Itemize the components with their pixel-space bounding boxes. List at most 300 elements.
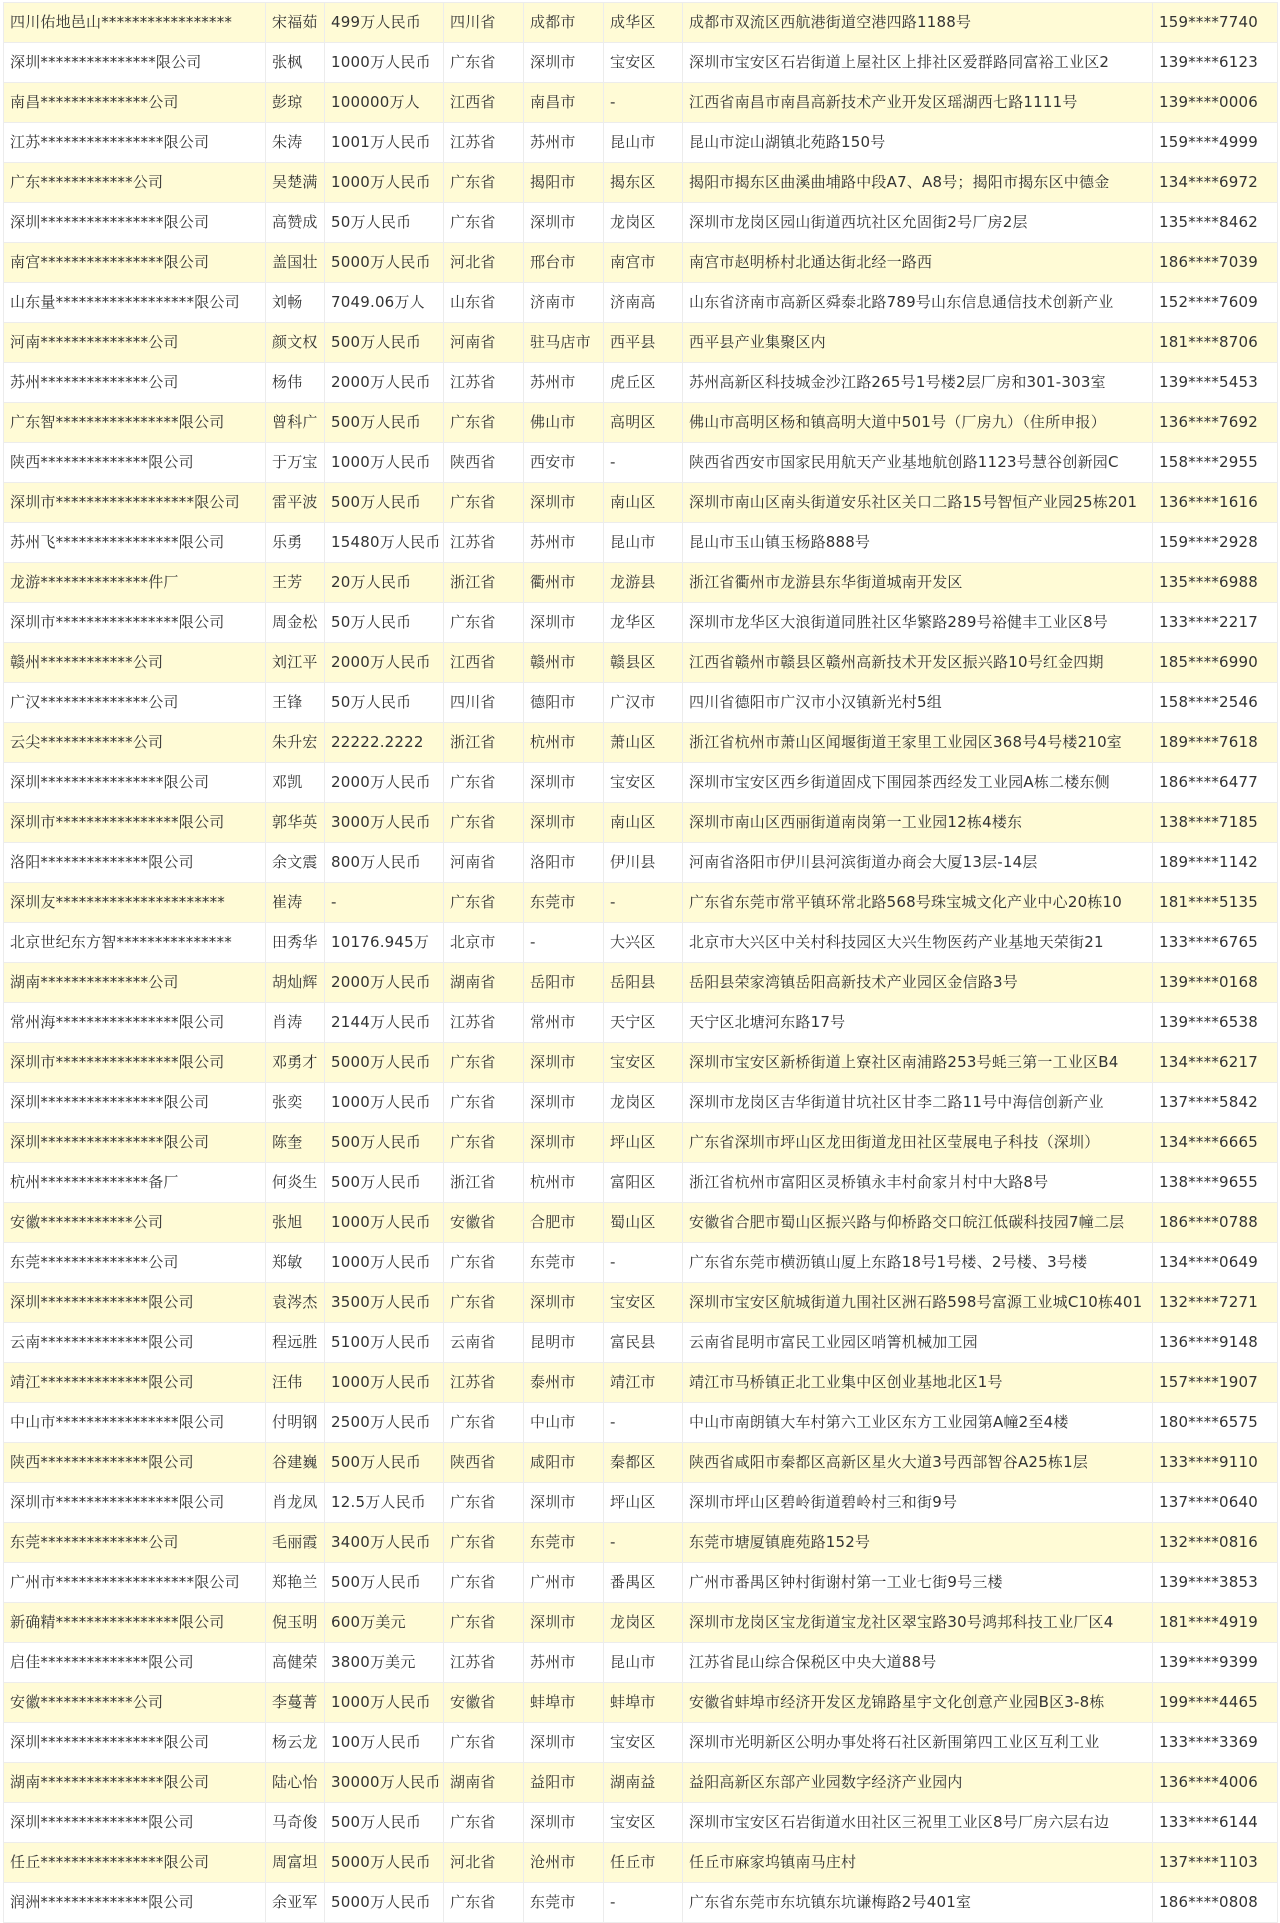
table-row [4, 643, 1278, 683]
cell-city: 沧州市 [524, 1843, 604, 1883]
cell-capital: 1000万人民币 [325, 1363, 444, 1403]
cell-address: 江苏省昆山综合保税区中央大道88号 [683, 1643, 1153, 1683]
cell-company: 东莞**************公司 [4, 1523, 266, 1563]
table-row [4, 1723, 1278, 1763]
table-row [4, 203, 1278, 243]
cell-address: 深圳市龙岗区宝龙街道宝龙社区翠宝路30号鸿邦科技工业厂区4 [683, 1603, 1153, 1643]
cell-address: 深圳市宝安区新桥街道上寮社区南浦路253号蚝三第一工业区B4 [683, 1043, 1153, 1083]
cell-district: 宝安区 [604, 763, 683, 803]
cell-district: 大兴区 [604, 923, 683, 963]
cell-phone: 152****7609 [1153, 283, 1278, 323]
table-row [4, 123, 1278, 163]
cell-province: 浙江省 [444, 563, 524, 603]
cell-capital: 1000万人民币 [325, 1683, 444, 1723]
cell-province: 江苏省 [444, 1643, 524, 1683]
cell-company: 深圳市****************限公司 [4, 603, 266, 643]
cell-capital: 500万人民币 [325, 1123, 444, 1163]
cell-contact: 刘畅 [266, 283, 325, 323]
cell-phone: 138****9655 [1153, 1163, 1278, 1203]
cell-district: 成华区 [604, 3, 683, 43]
cell-district: 富民县 [604, 1323, 683, 1363]
cell-company: 洛阳**************限公司 [4, 843, 266, 883]
cell-contact: 彭琼 [266, 83, 325, 123]
cell-contact: 余文震 [266, 843, 325, 883]
cell-capital: 3400万人民币 [325, 1523, 444, 1563]
table-row [4, 963, 1278, 1003]
table-body [4, 3, 1278, 1923]
cell-contact: 朱涛 [266, 123, 325, 163]
cell-company: 靖江**************限公司 [4, 1363, 266, 1403]
cell-district: 富阳区 [604, 1163, 683, 1203]
cell-district: 赣县区 [604, 643, 683, 683]
cell-company: 陕西**************限公司 [4, 1443, 266, 1483]
cell-capital: 2000万人民币 [325, 963, 444, 1003]
cell-capital: 15480万人民币 [325, 523, 444, 563]
cell-city: 赣州市 [524, 643, 604, 683]
cell-company: 云尖************公司 [4, 723, 266, 763]
cell-province: 广东省 [444, 1883, 524, 1923]
cell-district: - [604, 83, 683, 123]
cell-district: - [604, 883, 683, 923]
cell-district: 坪山区 [604, 1123, 683, 1163]
table-row [4, 1403, 1278, 1443]
cell-address: 河南省洛阳市伊川县河滨街道办商会大厦13层-14层 [683, 843, 1153, 883]
cell-district: 靖江市 [604, 1363, 683, 1403]
cell-capital: 50万人民币 [325, 603, 444, 643]
cell-city: 岳阳市 [524, 963, 604, 1003]
cell-address: 中山市南朗镇大车村第六工业区东方工业园第A幢2至4楼 [683, 1403, 1153, 1443]
cell-district: 岳阳县 [604, 963, 683, 1003]
cell-city: 合肥市 [524, 1203, 604, 1243]
table-row [4, 683, 1278, 723]
cell-contact: 付明钢 [266, 1403, 325, 1443]
cell-address: 揭阳市揭东区曲溪曲埔路中段A7、A8号；揭阳市揭东区中德金 [683, 163, 1153, 203]
cell-city: 咸阳市 [524, 1443, 604, 1483]
table-row [4, 1163, 1278, 1203]
cell-district: 南山区 [604, 483, 683, 523]
cell-phone: 134****0649 [1153, 1243, 1278, 1283]
cell-district: 虎丘区 [604, 363, 683, 403]
cell-address: 深圳市南山区南头街道安乐社区关口二路15号智恒产业园25栋201 [683, 483, 1153, 523]
cell-capital: 500万人民币 [325, 323, 444, 363]
company-table [3, 2, 1278, 1923]
cell-district: 昆山市 [604, 523, 683, 563]
cell-address: 深圳市宝安区航城街道九围社区洲石路598号富源工业城C10栋401 [683, 1283, 1153, 1323]
cell-company: 深圳****************限公司 [4, 1723, 266, 1763]
cell-company: 深圳**************限公司 [4, 1283, 266, 1323]
cell-city: 德阳市 [524, 683, 604, 723]
cell-company: 深圳**************限公司 [4, 1803, 266, 1843]
cell-contact: 郑艳兰 [266, 1563, 325, 1603]
cell-province: 安徽省 [444, 1203, 524, 1243]
cell-capital: 50万人民币 [325, 683, 444, 723]
cell-address: 昆山市淀山湖镇北苑路150号 [683, 123, 1153, 163]
cell-company: 安徽************公司 [4, 1683, 266, 1723]
cell-capital: 5000万人民币 [325, 243, 444, 283]
cell-city: 深圳市 [524, 1723, 604, 1763]
cell-address: 云南省昆明市富民工业园区哨箐机械加工园 [683, 1323, 1153, 1363]
table-row [4, 403, 1278, 443]
cell-address: 广东省东莞市横沥镇山厦上东路18号1号楼、2号楼、3号楼 [683, 1243, 1153, 1283]
cell-address: 陕西省咸阳市秦都区高新区星火大道3号西部智谷A25栋1层 [683, 1443, 1153, 1483]
cell-city: 佛山市 [524, 403, 604, 443]
cell-contact: 崔涛 [266, 883, 325, 923]
table-row [4, 1683, 1278, 1723]
table-row [4, 3, 1278, 43]
cell-district: 宝安区 [604, 1803, 683, 1843]
cell-contact: 高健荣 [266, 1643, 325, 1683]
cell-company: 江苏****************限公司 [4, 123, 266, 163]
table-row [4, 83, 1278, 123]
cell-city: 深圳市 [524, 803, 604, 843]
cell-city: 深圳市 [524, 483, 604, 523]
cell-address: 岳阳县荣家湾镇岳阳高新技术产业园区金信路3号 [683, 963, 1153, 1003]
cell-capital: 500万人民币 [325, 403, 444, 443]
cell-phone: 159****2928 [1153, 523, 1278, 563]
cell-contact: 何炎生 [266, 1163, 325, 1203]
cell-province: 广东省 [444, 603, 524, 643]
cell-contact: 张旭 [266, 1203, 325, 1243]
cell-address: 深圳市龙华区大浪街道同胜社区华繁路289号裕健丰工业区8号 [683, 603, 1153, 643]
cell-capital: 100000万人 [325, 83, 444, 123]
cell-district: 伊川县 [604, 843, 683, 883]
cell-phone: 199****4465 [1153, 1683, 1278, 1723]
cell-address: 深圳市龙岗区吉华街道甘坑社区甘李二路11号中海信创新产业 [683, 1083, 1153, 1123]
table-row [4, 523, 1278, 563]
cell-contact: 杨伟 [266, 363, 325, 403]
cell-capital: 2000万人民币 [325, 643, 444, 683]
cell-city: 泰州市 [524, 1363, 604, 1403]
cell-province: 江苏省 [444, 1003, 524, 1043]
cell-district: 宝安区 [604, 1043, 683, 1083]
cell-address: 山东省济南市高新区舜泰北路789号山东信息通信技术创新产业 [683, 283, 1153, 323]
cell-company: 河南**************公司 [4, 323, 266, 363]
cell-phone: 181****5135 [1153, 883, 1278, 923]
cell-phone: 186****0808 [1153, 1883, 1278, 1923]
cell-province: 广东省 [444, 1603, 524, 1643]
cell-phone: 136****9148 [1153, 1323, 1278, 1363]
cell-company: 四川佑地邑山***************** [4, 3, 266, 43]
cell-phone: 139****6123 [1153, 43, 1278, 83]
cell-address: 北京市大兴区中关村科技园区大兴生物医药产业基地天荣街21 [683, 923, 1153, 963]
cell-province: 广东省 [444, 1123, 524, 1163]
cell-contact: 余亚军 [266, 1883, 325, 1923]
cell-phone: 133****6144 [1153, 1803, 1278, 1843]
cell-phone: 180****6575 [1153, 1403, 1278, 1443]
cell-phone: 186****6477 [1153, 763, 1278, 803]
cell-district: 任丘市 [604, 1843, 683, 1883]
cell-company: 广汉**************公司 [4, 683, 266, 723]
cell-city: 苏州市 [524, 363, 604, 403]
cell-city: 东莞市 [524, 1523, 604, 1563]
cell-district: 济南高 [604, 283, 683, 323]
table-row [4, 1243, 1278, 1283]
cell-capital: 1000万人民币 [325, 1243, 444, 1283]
table-row [4, 1643, 1278, 1683]
cell-contact: 王芳 [266, 563, 325, 603]
cell-district: 宝安区 [604, 1283, 683, 1323]
cell-province: 陕西省 [444, 1443, 524, 1483]
cell-city: 常州市 [524, 1003, 604, 1043]
cell-address: 陕西省西安市国家民用航天产业基地航创路1123号慧谷创新园C [683, 443, 1153, 483]
cell-province: 广东省 [444, 1803, 524, 1843]
cell-capital: 600万美元 [325, 1603, 444, 1643]
cell-contact: 李蔓菁 [266, 1683, 325, 1723]
table-row [4, 1083, 1278, 1123]
cell-province: 江苏省 [444, 363, 524, 403]
cell-company: 新确精****************限公司 [4, 1603, 266, 1643]
cell-capital: 500万人民币 [325, 1163, 444, 1203]
table-row [4, 163, 1278, 203]
table-row [4, 283, 1278, 323]
table-row [4, 483, 1278, 523]
cell-company: 广东智****************限公司 [4, 403, 266, 443]
cell-capital: 5100万人民币 [325, 1323, 444, 1363]
cell-city: 深圳市 [524, 1123, 604, 1163]
cell-city: 深圳市 [524, 1603, 604, 1643]
cell-contact: 肖龙凤 [266, 1483, 325, 1523]
cell-province: 陕西省 [444, 443, 524, 483]
table-row [4, 883, 1278, 923]
cell-capital: 1000万人民币 [325, 443, 444, 483]
cell-contact: 胡灿辉 [266, 963, 325, 1003]
cell-address: 南宫市赵明桥村北通达街北经一路西 [683, 243, 1153, 283]
cell-city: 西安市 [524, 443, 604, 483]
table-row [4, 1603, 1278, 1643]
cell-city: 深圳市 [524, 1283, 604, 1323]
table-row [4, 563, 1278, 603]
cell-address: 安徽省合肥市蜀山区振兴路与仰桥路交口皖江低碳科技园7幢二层 [683, 1203, 1153, 1243]
cell-phone: 133****9110 [1153, 1443, 1278, 1483]
cell-phone: 189****7618 [1153, 723, 1278, 763]
cell-capital: 22222.2222 [325, 723, 444, 763]
table-row [4, 1563, 1278, 1603]
cell-capital: 500万人民币 [325, 1803, 444, 1843]
table-row [4, 803, 1278, 843]
cell-phone: 158****2955 [1153, 443, 1278, 483]
table-row [4, 1803, 1278, 1843]
cell-phone: 134****6665 [1153, 1123, 1278, 1163]
cell-company: 安徽************公司 [4, 1203, 266, 1243]
cell-city: 揭阳市 [524, 163, 604, 203]
cell-province: 广东省 [444, 1403, 524, 1443]
cell-province: 江苏省 [444, 523, 524, 563]
cell-phone: 135****8462 [1153, 203, 1278, 243]
cell-company: 广东************公司 [4, 163, 266, 203]
cell-phone: 159****4999 [1153, 123, 1278, 163]
cell-address: 任丘市麻家坞镇南马庄村 [683, 1843, 1153, 1883]
cell-province: 广东省 [444, 1083, 524, 1123]
cell-phone: 157****1907 [1153, 1363, 1278, 1403]
cell-company: 中山市****************限公司 [4, 1403, 266, 1443]
cell-contact: 陈奎 [266, 1123, 325, 1163]
cell-city: 深圳市 [524, 1083, 604, 1123]
cell-contact: 于万宝 [266, 443, 325, 483]
cell-contact: 倪玉明 [266, 1603, 325, 1643]
cell-company: 龙游**************件厂 [4, 563, 266, 603]
cell-company: 深圳****************限公司 [4, 1123, 266, 1163]
cell-company: 深圳市****************限公司 [4, 1043, 266, 1083]
cell-province: 湖南省 [444, 963, 524, 1003]
cell-address: 广东省深圳市坪山区龙田街道龙田社区莹展电子科技（深圳） [683, 1123, 1153, 1163]
cell-address: 江西省南昌市南昌高新技术产业开发区瑶湖西七路1111号 [683, 83, 1153, 123]
cell-city: 深圳市 [524, 763, 604, 803]
table-row [4, 1443, 1278, 1483]
cell-phone: 139****6538 [1153, 1003, 1278, 1043]
cell-contact: 郑敏 [266, 1243, 325, 1283]
cell-phone: 133****3369 [1153, 1723, 1278, 1763]
cell-capital: 5000万人民币 [325, 1883, 444, 1923]
cell-phone: 189****1142 [1153, 843, 1278, 883]
cell-address: 深圳市坪山区碧岭街道碧岭村三和街9号 [683, 1483, 1153, 1523]
cell-contact: 高赞成 [266, 203, 325, 243]
cell-capital: 3800万美元 [325, 1643, 444, 1683]
cell-province: 河南省 [444, 843, 524, 883]
table-row [4, 1003, 1278, 1043]
cell-city: 衢州市 [524, 563, 604, 603]
cell-address: 益阳高新区东部产业园数字经济产业园内 [683, 1763, 1153, 1803]
cell-company: 北京世纪东方智*************** [4, 923, 266, 963]
cell-province: 江苏省 [444, 123, 524, 163]
cell-city: - [524, 923, 604, 963]
cell-province: 河南省 [444, 323, 524, 363]
cell-company: 苏州**************公司 [4, 363, 266, 403]
cell-contact: 袁涔杰 [266, 1283, 325, 1323]
cell-phone: 132****0816 [1153, 1523, 1278, 1563]
cell-contact: 朱升宏 [266, 723, 325, 763]
cell-capital: 2000万人民币 [325, 363, 444, 403]
cell-city: 苏州市 [524, 1643, 604, 1683]
cell-phone: 186****7039 [1153, 243, 1278, 283]
cell-district: 龙岗区 [604, 1603, 683, 1643]
cell-contact: 王锋 [266, 683, 325, 723]
cell-capital: 1000万人民币 [325, 1083, 444, 1123]
cell-province: 广东省 [444, 1563, 524, 1603]
cell-district: - [604, 1243, 683, 1283]
cell-company: 常州海****************限公司 [4, 1003, 266, 1043]
cell-province: 四川省 [444, 683, 524, 723]
cell-province: 广东省 [444, 1283, 524, 1323]
cell-city: 济南市 [524, 283, 604, 323]
cell-phone: 134****6972 [1153, 163, 1278, 203]
cell-company: 启佳**************限公司 [4, 1643, 266, 1683]
cell-phone: 135****6988 [1153, 563, 1278, 603]
cell-district: 坪山区 [604, 1483, 683, 1523]
cell-province: 北京市 [444, 923, 524, 963]
cell-city: 广州市 [524, 1563, 604, 1603]
cell-address: 深圳市宝安区石岩街道水田社区三祝里工业区8号厂房六层右边 [683, 1803, 1153, 1843]
cell-phone: 185****6990 [1153, 643, 1278, 683]
cell-company: 深圳****************限公司 [4, 203, 266, 243]
cell-phone: 134****6217 [1153, 1043, 1278, 1083]
cell-contact: 杨云龙 [266, 1723, 325, 1763]
cell-district: 蜀山区 [604, 1203, 683, 1243]
cell-city: 洛阳市 [524, 843, 604, 883]
cell-city: 深圳市 [524, 1043, 604, 1083]
table-row [4, 1483, 1278, 1523]
cell-city: 邢台市 [524, 243, 604, 283]
cell-district: 昆山市 [604, 1643, 683, 1683]
cell-district: 秦都区 [604, 1443, 683, 1483]
cell-address: 西平县产业集聚区内 [683, 323, 1153, 363]
table-row [4, 43, 1278, 83]
cell-city: 深圳市 [524, 1483, 604, 1523]
cell-district: 南宫市 [604, 243, 683, 283]
cell-district: 南山区 [604, 803, 683, 843]
cell-company: 深圳****************限公司 [4, 1083, 266, 1123]
cell-contact: 肖涛 [266, 1003, 325, 1043]
cell-address: 四川省德阳市广汉市小汉镇新光村5组 [683, 683, 1153, 723]
cell-company: 深圳****************限公司 [4, 763, 266, 803]
cell-capital: 499万人民币 [325, 3, 444, 43]
cell-contact: 曾科广 [266, 403, 325, 443]
cell-district: 番禺区 [604, 1563, 683, 1603]
cell-capital: 1000万人民币 [325, 163, 444, 203]
cell-province: 四川省 [444, 3, 524, 43]
cell-address: 东莞市塘厦镇鹿苑路152号 [683, 1523, 1153, 1563]
cell-province: 广东省 [444, 803, 524, 843]
cell-company: 深圳市******************限公司 [4, 483, 266, 523]
cell-province: 广东省 [444, 403, 524, 443]
table-row [4, 763, 1278, 803]
cell-company: 南昌**************公司 [4, 83, 266, 123]
table-row [4, 1843, 1278, 1883]
cell-company: 深圳市****************限公司 [4, 803, 266, 843]
cell-capital: 2500万人民币 [325, 1403, 444, 1443]
cell-city: 中山市 [524, 1403, 604, 1443]
cell-phone: 138****7185 [1153, 803, 1278, 843]
cell-city: 昆明市 [524, 1323, 604, 1363]
cell-capital: 500万人民币 [325, 1563, 444, 1603]
cell-contact: 颜文权 [266, 323, 325, 363]
cell-contact: 吴楚满 [266, 163, 325, 203]
cell-contact: 盖国壮 [266, 243, 325, 283]
cell-address: 深圳市宝安区西乡街道固戍下围园茶西经发工业园A栋二楼东侧 [683, 763, 1153, 803]
cell-company: 深圳***************限公司 [4, 43, 266, 83]
cell-company: 苏州飞****************限公司 [4, 523, 266, 563]
cell-capital: 12.5万人民币 [325, 1483, 444, 1523]
cell-phone: 181****8706 [1153, 323, 1278, 363]
cell-capital: 1000万人民币 [325, 43, 444, 83]
cell-province: 广东省 [444, 1523, 524, 1563]
cell-province: 广东省 [444, 1243, 524, 1283]
cell-city: 益阳市 [524, 1763, 604, 1803]
cell-capital: 1001万人民币 [325, 123, 444, 163]
cell-city: 深圳市 [524, 43, 604, 83]
cell-capital: 30000万人民币 [325, 1763, 444, 1803]
cell-capital: 1000万人民币 [325, 1203, 444, 1243]
cell-phone: 137****1103 [1153, 1843, 1278, 1883]
cell-phone: 133****6765 [1153, 923, 1278, 963]
cell-city: 东莞市 [524, 1243, 604, 1283]
cell-contact: 刘江平 [266, 643, 325, 683]
cell-phone: 181****4919 [1153, 1603, 1278, 1643]
cell-contact: 邓勇才 [266, 1043, 325, 1083]
cell-capital: 500万人民币 [325, 1443, 444, 1483]
cell-contact: 张枫 [266, 43, 325, 83]
cell-company: 深圳市****************限公司 [4, 1483, 266, 1523]
cell-province: 广东省 [444, 163, 524, 203]
cell-province: 河北省 [444, 1843, 524, 1883]
cell-city: 杭州市 [524, 1163, 604, 1203]
cell-company: 湖南****************限公司 [4, 1763, 266, 1803]
cell-phone: 158****2546 [1153, 683, 1278, 723]
cell-city: 深圳市 [524, 1803, 604, 1843]
cell-capital: 3000万人民币 [325, 803, 444, 843]
cell-company: 湖南**************公司 [4, 963, 266, 1003]
cell-phone: 139****0168 [1153, 963, 1278, 1003]
cell-phone: 136****7692 [1153, 403, 1278, 443]
